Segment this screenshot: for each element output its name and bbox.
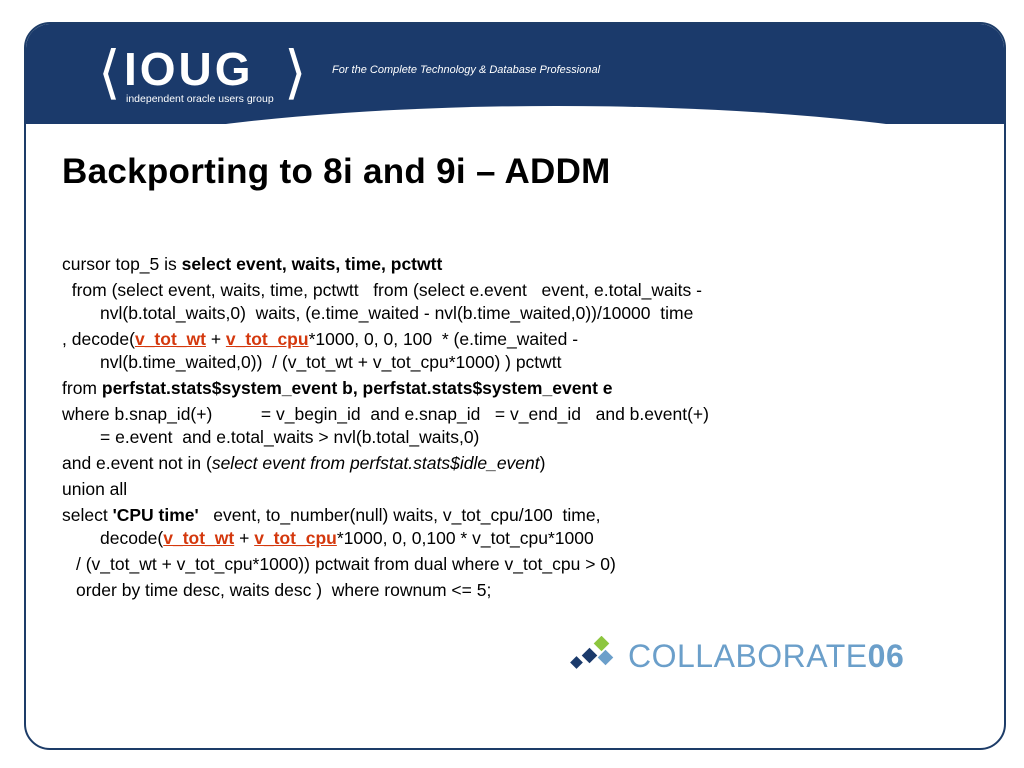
code-var-highlight: v_tot_cpu	[254, 528, 337, 548]
code-paragraph	[62, 504, 942, 550]
code-body	[62, 253, 942, 605]
code-text-bold: 'CPU time'	[112, 505, 199, 525]
code-line	[62, 527, 942, 550]
code-text-bold: select event, waits, time, pctwtt	[181, 254, 443, 274]
code-var-highlight: v_tot_wt	[163, 528, 235, 548]
code-paragraph	[62, 553, 942, 576]
diamond-logo-icon	[570, 636, 620, 676]
code-text: and e.event not in (	[62, 453, 212, 473]
code-line	[62, 328, 942, 351]
code-paragraph	[62, 279, 942, 325]
code-text: event, to_number(null) waits, v_tot_cpu/100 time,	[198, 505, 601, 525]
code-text: +	[234, 528, 255, 548]
code-text: union all	[62, 479, 128, 499]
logo-subtitle: independent oracle users group	[126, 93, 274, 105]
code-text: from	[62, 378, 102, 398]
collaborate-text: COLLABORATE	[628, 638, 868, 674]
code-paragraph	[62, 478, 942, 501]
code-text: +	[205, 329, 226, 349]
logo-word: IOUG	[124, 43, 254, 95]
code-text: *1000, 0, 0, 100 * (e.time_waited -	[308, 329, 579, 349]
code-line: from (select event, waits, time, pctwtt from (select e.event event, e.total_waits -	[62, 280, 702, 300]
collaborate-wordmark	[628, 638, 904, 675]
code-paragraph	[62, 253, 942, 276]
code-paragraph	[62, 328, 942, 374]
code-line: nvl(b.time_waited,0)) / (v_tot_wt + v_tot_cpu*1000) ) pctwtt	[100, 352, 562, 372]
code-line: where b.snap_id(+) = v_begin_id and e.snap_id = v_end_id and b.event(+)	[62, 404, 709, 424]
code-paragraph	[62, 579, 942, 602]
code-line: nvl(b.total_waits,0) waits, (e.time_waited - nvl(b.time_waited,0))/10000 time	[100, 303, 694, 323]
code-text: )	[539, 453, 546, 473]
code-text: cursor top_5 is	[62, 254, 182, 274]
code-var-highlight: v_tot_cpu	[225, 329, 309, 349]
code-paragraph	[62, 403, 942, 449]
code-text: *1000, 0, 0,100 * v_tot_cpu*1000	[336, 528, 594, 548]
code-line: / (v_tot_wt + v_tot_cpu*1000)) pctwait from dual where v_tot_cpu > 0)	[76, 554, 616, 574]
code-var-highlight: v_tot_wt	[134, 329, 206, 349]
code-line: = e.event and e.total_waits > nvl(b.total_waits,0)	[100, 427, 480, 447]
slide-title: Backporting to 8i and 9i – ADDM	[62, 152, 611, 191]
code-text: select	[62, 505, 113, 525]
code-line: order by time desc, waits desc ) where rownum <= 5;	[76, 580, 492, 600]
logo-bracket-left: ⟨	[98, 38, 121, 106]
tagline: For the Complete Technology & Database Professional	[332, 64, 601, 76]
code-text: decode(	[100, 528, 164, 548]
code-text-bold: perfstat.stats$system_event b, perfstat.stats$system_event e	[101, 378, 613, 398]
logo-bracket-right: ⟩	[284, 38, 307, 106]
code-line	[62, 504, 942, 527]
code-paragraph	[62, 452, 942, 475]
code-paragraph	[62, 377, 942, 400]
collaborate-number: 06	[867, 638, 905, 674]
code-text: , decode(	[62, 329, 135, 349]
code-text-italic: select event from perfstat.stats$idle_event	[211, 453, 540, 473]
